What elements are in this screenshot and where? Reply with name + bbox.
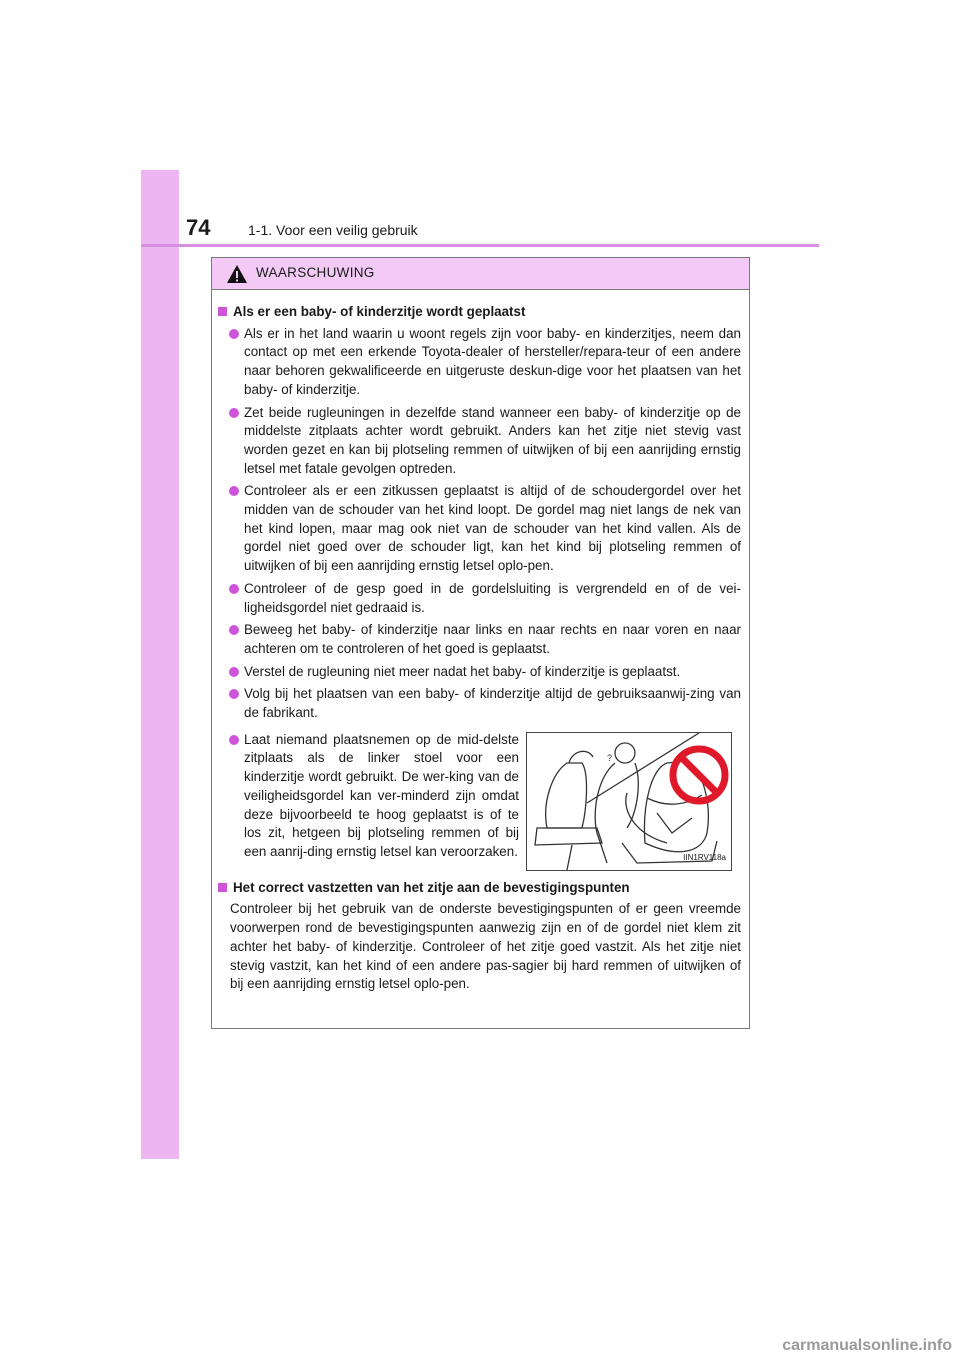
bullet-dot-icon [229,486,239,496]
section-heading-text: Het correct vastzetten van het zitje aan de bevestigingspunten [233,879,630,895]
list-item [218,325,741,400]
square-bullet-icon [218,883,227,892]
section-paragraph: Controleer bij het gebruik van de onderste bevestigingspunten of er geen vreemde voorwerpen rond de bevestigingspunten aanwezig zijn en of de gordel niet klem zit achter het baby- of kinderzitje. Controleer of het zitje goed vastzit. Als het zitje niet stevig vastzit, kan het kind of een andere pas-sagier bij hard remmen of uitwijken of bij een aanrijding ernstig letsel oplo-pen. [230,901,741,992]
list-item-text: Controleer als er een zitkussen geplaatst is altijd of de schoudergordel over het midden van de schouder van het kind loopt. De gordel mag niet langs de nek van het kind lopen, maar mag ook niet van de schouder van het kind vallen. Als de gordel niet goed over de schouder ligt, kan het kind bij plotseling remmen of uitwijken of bij een aanrijding ernstig letsel oplo-pen. [244,483,741,574]
no-entry-icon [673,749,725,801]
bullet-dot-icon [229,584,239,594]
square-bullet-icon [218,307,227,316]
list-item [218,663,741,682]
section-heading [218,303,741,322]
bullet-dot-icon [229,329,239,339]
watermark: carmanualsonline.info [782,1337,952,1354]
warning-box [211,257,750,1029]
list-item-text: Laat niemand plaatsnemen op de mid-delste zitplaats als de linker stoel voor een kinderzitje wordt gebruikt. De wer-king van de veiligheidsgordel kan ver-minderd zijn omdat deze bijvoorbeeld te hoog geplaatst is of te los zit, hetgeen bij plotseling remmen of bij een aanrij-ding ernstig letsel kan veroorzaken. [244,731,519,859]
list-item [218,731,519,871]
bullet-dot-icon [229,625,239,635]
list-item [218,482,741,576]
list-item-text: Verstel de rugleuning niet meer nadat het baby- of kinderzitje is geplaatst. [244,663,681,679]
warning-content [212,290,749,994]
child-seat-illustration [526,732,732,871]
warning-triangle-icon [226,264,248,284]
list-item-text: Zet beide rugleuningen in dezelfde stand wanneer een baby- of kinderzitje op de middelste zitplaats achter wordt gebruikt. Anders kan het zitje niet stevig vast worden gezet en kan bij plotseling remmen of uitwijken of bij een aanrijding ernstig letsel met fatale gevolgen optreden. [244,404,741,476]
side-color-band [141,170,179,1159]
bullet-with-figure [218,731,741,871]
section-heading-text: Als er een baby- of kinderzitje wordt geplaatst [233,304,526,319]
list-item [218,404,741,479]
page-number: 74 [186,215,211,240]
svg-text:?: ? [607,752,613,763]
bullet-dot-icon [229,735,239,745]
list-item-text: Als er in het land waarin u woont regels zijn voor baby- en kinderzitjes, neem dan contact op met een erkende Toyota-dealer of hersteller/repara-teur of een andere naar behoren gekwalificeerde en uitgeruste deskun-dige voor het plaatsen van het baby- of kinderzitje. [244,325,741,397]
section-heading [218,879,741,898]
bullet-dot-icon [229,408,239,418]
list-item [218,621,741,658]
list-item-text: Volg bij het plaatsen van een baby- of kinderzitje altijd de gebruiksaanwij-zing van de fabrikant. [244,686,741,721]
figure-code: IIN1RV118a [683,853,726,863]
section-title: 1-1. Voor een veilig gebruik [248,222,418,238]
warning-title: WAARSCHUWING [256,265,375,280]
header-rule [141,244,819,247]
list-item-text: Beweeg het baby- of kinderzitje naar links en naar rechts en naar voren en naar achteren om te controleren of het goed is geplaatst. [244,622,741,656]
bullet-dot-icon [229,667,239,677]
list-item [218,580,741,617]
list-item [218,685,741,722]
bullet-dot-icon [229,689,239,699]
list-item-text: Controleer of de gesp goed in de gordelsluiting is vergrendeld en of de vei-ligheidsgordel niet gedraaid is. [244,580,741,615]
warning-header [212,258,749,290]
